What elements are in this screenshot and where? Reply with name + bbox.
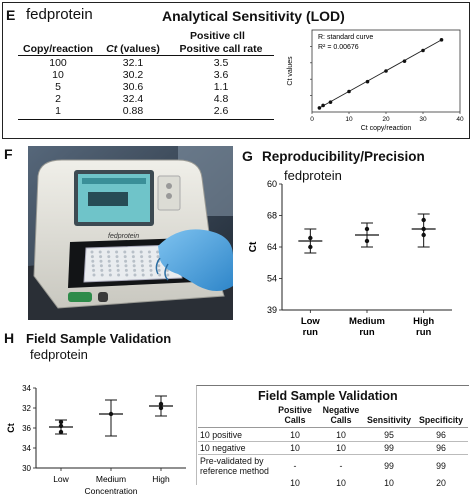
panel-g-title: Reproducibility/Precision xyxy=(262,149,425,164)
plate-well xyxy=(91,255,94,258)
rep-data-point xyxy=(421,233,425,237)
field-table-row xyxy=(198,455,468,477)
device-brand-label: fedprotein xyxy=(108,233,140,240)
field-table-cell: 20 xyxy=(436,478,446,488)
rep-data-point xyxy=(421,218,425,222)
plate-well xyxy=(150,274,153,277)
plate-well xyxy=(124,260,127,263)
rep-category-label: run xyxy=(416,327,432,338)
plate-well xyxy=(100,260,103,263)
rep-y-tick-label: 39 xyxy=(266,305,277,315)
rep-y-tick-label: 60 xyxy=(266,179,277,189)
plate-well xyxy=(140,255,143,258)
lod-table-rule xyxy=(18,55,274,56)
field-header-sensitivity: Sensitivity xyxy=(366,415,411,425)
fld-y-tick-label: 36 xyxy=(22,424,31,433)
lod-table-row xyxy=(18,81,274,93)
field-table-row xyxy=(198,442,468,454)
fld-x-axis-label: Concentration xyxy=(84,486,138,496)
lod-data-point xyxy=(347,90,351,94)
fld-data-point xyxy=(59,420,63,424)
field-chart xyxy=(4,374,194,498)
lod-data-point xyxy=(318,106,322,110)
field-table-title: Field Sample Validation xyxy=(258,389,398,403)
lod-x-tick-label: 0 xyxy=(310,116,314,123)
plate-well xyxy=(158,274,161,277)
rep-category-label: run xyxy=(302,327,318,338)
plate-well xyxy=(91,260,94,263)
lod-data-point xyxy=(421,49,425,53)
lod-table-cell: 3.6 xyxy=(213,69,229,81)
plate-well xyxy=(166,274,169,277)
lod-table-cell: 32.1 xyxy=(122,57,144,69)
lod-table-row xyxy=(18,69,274,81)
plate-well xyxy=(141,260,144,263)
lod-data-point xyxy=(384,69,388,73)
field-header-negative: Negative Calls xyxy=(322,405,360,425)
plate-well xyxy=(108,264,111,267)
field-table-cell: 10 xyxy=(290,430,300,440)
plate-well xyxy=(125,264,128,267)
rep-category-label: Low xyxy=(300,316,320,327)
plate-well xyxy=(99,255,102,258)
lod-table-cell: 5 xyxy=(55,81,61,93)
lod-table xyxy=(18,30,274,120)
field-table-cell: 10 xyxy=(290,443,300,453)
plate-well xyxy=(92,269,95,272)
plate-well xyxy=(156,251,159,254)
rep-y-tick-label: 54 xyxy=(266,273,277,284)
plate-well xyxy=(108,260,111,263)
lod-table-row xyxy=(18,93,274,105)
fld-category-label: Medium xyxy=(95,474,127,484)
plate-well xyxy=(141,264,144,267)
plate-well xyxy=(92,264,95,267)
rep-data-point xyxy=(421,227,425,231)
lod-x-tick-label: 40 xyxy=(456,116,464,123)
plate-well xyxy=(100,264,103,267)
plate-well xyxy=(141,269,144,272)
lod-x-tick-label: 10 xyxy=(345,116,353,123)
lod-table-row xyxy=(18,57,274,69)
lod-data-point xyxy=(329,100,333,104)
lod-chart xyxy=(282,24,468,138)
fld-y-axis-label: Ct xyxy=(6,423,16,433)
field-table-cell: 99 xyxy=(436,461,446,471)
lod-x-tick-label: 20 xyxy=(382,116,390,123)
lod-legend-line-2: R² = 0.00676 xyxy=(318,44,359,51)
field-table-cell: 99 xyxy=(384,443,394,453)
field-header-blank xyxy=(198,404,272,426)
lod-table-cell: 3.5 xyxy=(213,57,229,69)
field-table-cell: 10 xyxy=(336,478,346,488)
plate-well xyxy=(158,269,161,272)
panel-e-title: Analytical Sensitivity (LOD) xyxy=(162,8,345,24)
lod-header-ct-values: (values) xyxy=(117,43,160,55)
fld-y-tick-label: 34 xyxy=(22,444,31,453)
fld-y-tick-label: 32 xyxy=(22,404,31,413)
lod-header-copy: Copy/reaction xyxy=(22,43,93,55)
field-table-cell: Pre-validated by reference method xyxy=(200,456,269,476)
lod-table-header-top: Positive cll xyxy=(190,30,245,42)
rep-y-tick-label: 64 xyxy=(266,242,277,252)
fld-y-tick-label: 34 xyxy=(22,384,31,393)
lod-table-cell: 32.4 xyxy=(122,93,144,105)
plate-well xyxy=(91,251,94,254)
field-table-rule xyxy=(198,427,468,428)
plate-well xyxy=(148,255,151,258)
plate-well xyxy=(125,274,128,277)
field-header-specificity: Specificity xyxy=(418,415,463,425)
lod-table-cell: 30.2 xyxy=(122,69,144,81)
field-table-cell xyxy=(198,477,272,489)
field-table-cell: 96 xyxy=(436,430,446,440)
panel-h-brand: fedprotein xyxy=(30,347,88,362)
fld-data-point xyxy=(159,406,163,410)
fld-data-point xyxy=(59,424,63,428)
plate-well xyxy=(142,274,145,277)
fld-data-point xyxy=(109,412,113,416)
lod-table-row xyxy=(18,105,274,117)
plate-well xyxy=(148,251,151,254)
field-table-row xyxy=(198,477,468,489)
plate-well xyxy=(117,274,120,277)
lod-table-cell: 0.88 xyxy=(122,105,144,117)
plate-well xyxy=(134,274,137,277)
lod-table-cell: 30.6 xyxy=(122,81,144,93)
fld-data-point xyxy=(59,430,63,434)
field-table-cell: 10 positive xyxy=(200,430,243,440)
lod-header-ct-italic: Ct xyxy=(106,43,118,55)
plate-well xyxy=(117,269,120,272)
lod-header-rate: Positive call rate xyxy=(179,43,263,55)
field-table-row xyxy=(198,429,468,441)
plate-well xyxy=(109,274,112,277)
field-table-cell: 10 negative xyxy=(200,443,246,453)
plate-well xyxy=(99,251,102,254)
field-table-cell: 99 xyxy=(384,461,394,471)
plate-well xyxy=(116,255,119,258)
panel-h-title: Field Sample Validation xyxy=(26,331,172,346)
field-table-cell: 10 xyxy=(336,430,346,440)
plate-well xyxy=(149,260,152,263)
lod-data-point xyxy=(440,38,444,42)
reproducibility-chart xyxy=(240,172,470,347)
field-table-cell: - xyxy=(339,461,343,471)
plate-well xyxy=(133,269,136,272)
plate-well xyxy=(157,264,160,267)
lod-data-point xyxy=(321,104,325,108)
rep-category-label: High xyxy=(413,316,435,327)
fld-category-label: Low xyxy=(53,474,69,484)
rep-data-point xyxy=(365,227,369,231)
lod-table-bottom-rule xyxy=(18,119,274,120)
fld-data-point xyxy=(159,402,163,406)
field-table-cell: 10 xyxy=(290,478,300,488)
rep-data-point xyxy=(365,239,369,243)
plate-well xyxy=(140,251,143,254)
rep-y-axis-label: Ct xyxy=(248,241,259,253)
field-table-cell: 10 xyxy=(336,443,346,453)
plate-well xyxy=(93,274,96,277)
lod-table-cell: 10 xyxy=(52,69,64,81)
plate-well xyxy=(123,251,126,254)
panel-h-letter: H xyxy=(4,330,15,346)
field-table-cell: - xyxy=(293,461,297,471)
plate-well xyxy=(100,269,103,272)
plate-well xyxy=(125,269,128,272)
plate-well xyxy=(107,255,110,258)
panel-f-letter: F xyxy=(4,146,13,162)
field-table-header-row xyxy=(198,404,468,426)
plate-well xyxy=(116,264,119,267)
rep-category-label: run xyxy=(359,327,375,338)
lod-table-cell: 100 xyxy=(49,57,67,69)
rep-category-label: Medium xyxy=(349,316,385,327)
lod-table-cell: 4.8 xyxy=(213,93,229,105)
plate-well xyxy=(132,251,135,254)
panel-e-letter: E xyxy=(6,7,16,23)
lod-data-point xyxy=(366,80,370,84)
plate-well xyxy=(132,255,135,258)
rep-y-tick-label: 68 xyxy=(266,210,277,221)
plate-well xyxy=(109,269,112,272)
lod-table-cell: 1 xyxy=(55,105,61,117)
plate-well xyxy=(133,264,136,267)
lod-table-cell: 2.6 xyxy=(213,105,229,117)
rep-data-point xyxy=(308,236,312,240)
lod-table-cell: 2 xyxy=(55,93,61,105)
plate-well xyxy=(150,269,153,272)
plate-well xyxy=(149,264,152,267)
plate-well xyxy=(124,255,127,258)
panel-e-brand: fedprotein xyxy=(26,6,93,23)
panel-g-brand: fedprotein xyxy=(284,168,342,183)
lod-x-axis-label: Ct copy/reaction xyxy=(360,125,412,132)
field-header-positive: Positive Calls xyxy=(278,405,312,425)
lod-data-point xyxy=(403,59,407,63)
plate-well xyxy=(157,255,160,258)
lod-y-axis-label: Ct values xyxy=(287,56,294,86)
fld-y-tick-label: 30 xyxy=(22,464,31,473)
field-validation-table xyxy=(198,404,468,489)
plate-well xyxy=(116,260,119,263)
lod-header-ct xyxy=(98,43,168,55)
lod-table-header-row xyxy=(18,43,274,55)
pcr-instrument-illustration xyxy=(28,146,233,320)
field-table-cell: 96 xyxy=(436,443,446,453)
plate-well xyxy=(107,251,110,254)
lod-table-cell: 1.1 xyxy=(213,81,229,93)
rep-data-point xyxy=(308,245,312,249)
plate-well xyxy=(101,274,104,277)
plate-well xyxy=(132,260,135,263)
panel-g-letter: G xyxy=(242,148,253,164)
lod-legend-line-1: R: standard curve xyxy=(318,34,374,41)
fld-category-label: High xyxy=(152,474,170,484)
plate-well xyxy=(115,251,118,254)
lod-x-tick-label: 30 xyxy=(419,116,427,123)
pcr-instrument-photo xyxy=(28,146,233,320)
field-table-cell: 10 xyxy=(384,478,394,488)
field-table-cell: 95 xyxy=(384,430,394,440)
